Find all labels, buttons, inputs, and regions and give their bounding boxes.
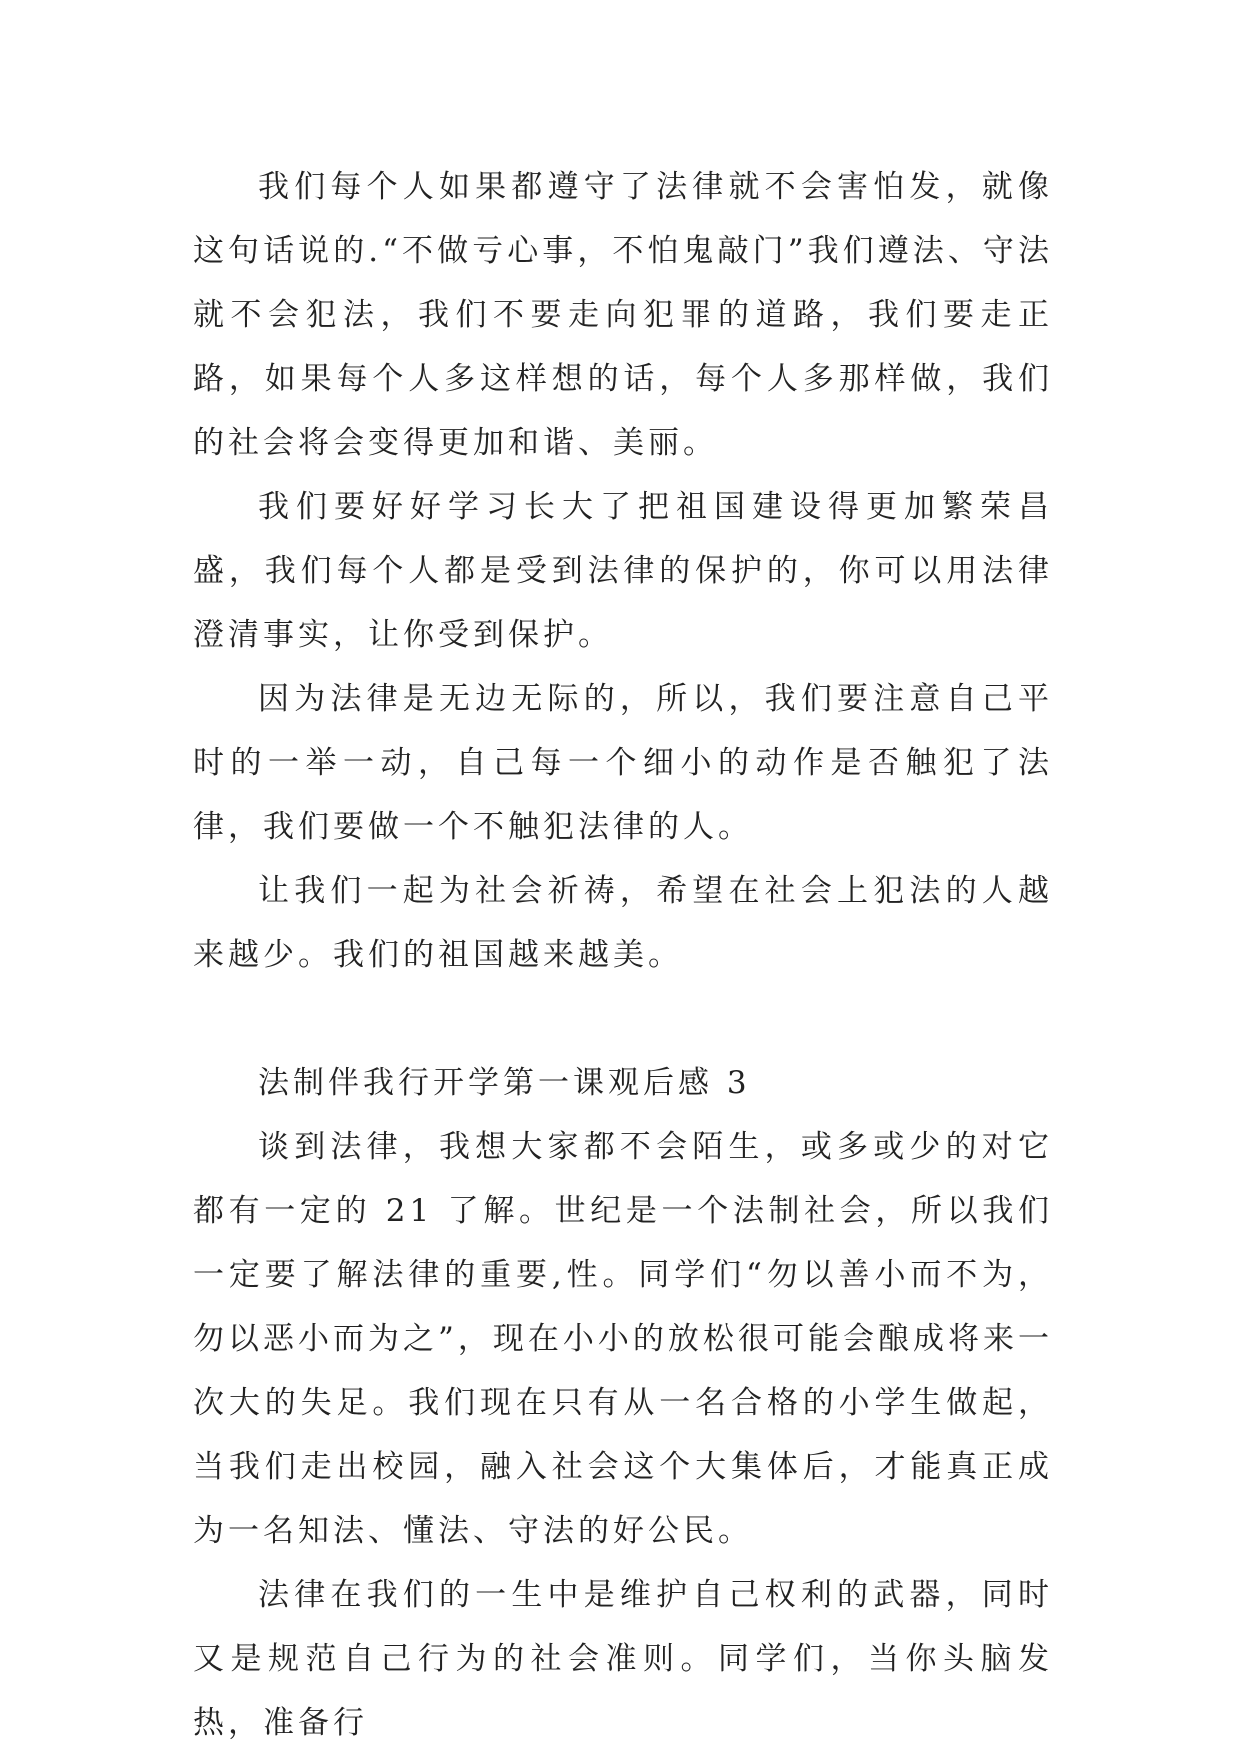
body-paragraph: 我们要好好学习长大了把祖国建设得更加繁荣昌盛，我们每个人都是受到法律的保护的，你可以用法律澄清事实，让你受到保护。 [193,489,1053,653]
body-paragraph: 谈到法律，我想大家都不会陌生，或多或少的对它都有一定的 21 了解。世纪是一个法制社会，所以我们一定要了解法律的重要,性。同学们“勿以善小而不为，勿以恶小而为之”，现在小小的放松很可能会酿成将来一次大的失足。我们现在只有从一名合格的小学生做起，当我们走出校园，融入社会这个大集体后，才能真正成为一名知法、懂法、守法的好公民。 [193,1129,1053,1549]
body-paragraph: 我们每个人如果都遵守了法律就不会害怕发，就像这句话说的.“不做亏心事，不怕鬼敲门”我们遵法、守法就不会犯法，我们不要走向犯罪的道路，我们要走正路，如果每个人多这样想的话，每个人多那样做，我们的社会将会变得更加和谐、美丽。 [193,169,1053,461]
section-spacer [193,987,1053,1051]
document-body [193,155,1053,1755]
section-title: 法制伴我行开学第一课观后感 3 [258,1065,751,1101]
body-paragraph: 法律在我们的一生中是维护自己权利的武器，同时又是规范自己行为的社会准则。同学们，当你头脑发热，准备行 [193,1577,1053,1741]
body-paragraph: 让我们一起为社会祈祷，希望在社会上犯法的人越来越少。我们的祖国越来越美。 [193,873,1053,973]
body-paragraph: 因为法律是无边无际的，所以，我们要注意自己平时的一举一动，自己每一个细小的动作是否触犯了法律，我们要做一个不触犯法律的人。 [193,681,1053,845]
